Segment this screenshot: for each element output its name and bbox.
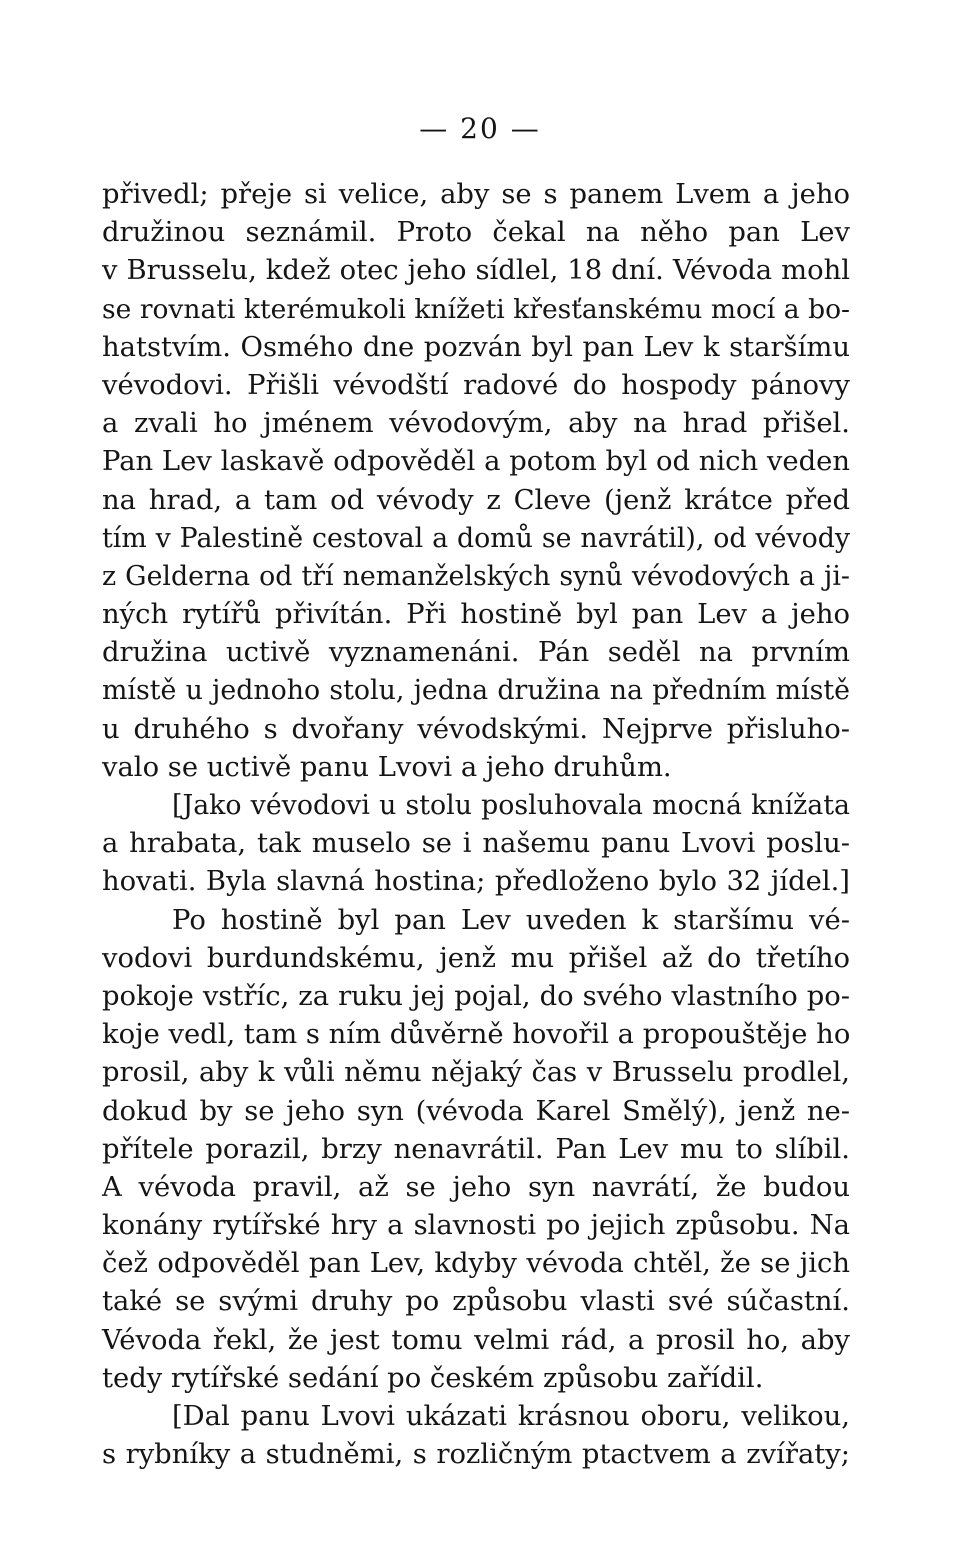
text-line: ných rytířů přivítán. Při hostině byl pan Lev a jeho [102,599,850,631]
text-line: A vévoda pravil, až se jeho syn navrátí, že budou [102,1171,850,1203]
text-line: konány rytířské hry a slavnosti po jejich způsobu. Na [102,1210,850,1242]
text-line: a hrabata, tak muselo se i našemu panu Lvovi poslu- [102,828,850,860]
text-line: [Jako vévodovi u stolu posluhovala mocná knížata [172,790,850,821]
text-line: s rybníky a studněmi, s rozličným ptactvem a zvířaty; [102,1439,850,1471]
text-line: na hrad, a tam od vévody z Cleve (jenž krátce před [102,484,850,516]
text-line: tedy rytířské sedání po českém způsobu zařídil. [102,1362,764,1394]
text-line: hovati. Byla slavná hostina; předloženo bylo 32 jídel.] [102,866,850,898]
text-line: prosil, aby k vůli němu nějaký čas v Brusselu prodlel, [102,1057,850,1089]
text-line: družina uctivě vyznamenáni. Pán seděl na prvním [102,637,850,669]
body-text [102,176,850,1474]
text-line: Vévoda řekl, že jest tomu velmi rád, a prosil ho, aby [102,1324,850,1356]
text-line: tím v Palestině cestoval a domů se navrátil), od vévody [102,522,850,554]
text-line: přítele porazil, brzy nenavrátil. Pan Lev mu to slíbil. [102,1133,850,1165]
text-line: Pan Lev laskavě odpověděl a potom byl od nich veden [102,446,850,478]
text-line: u druhého s dvořany vévodskými. Nejprve přisluho- [102,713,850,745]
text-line: čež odpověděl pan Lev, kdyby vévoda chtěl, že se jich [102,1248,850,1280]
text-line: přivedl; přeje si velice, aby se s panem Lvem a jeho [102,179,850,210]
text-line: a zvali ho jménem vévodovým, aby na hrad přišel. [102,408,850,440]
text-line: vodovi burdundskému, jenž mu přišel až do třetího [102,942,850,974]
text-line: koje vedl, tam s ním důvěrně hovořil a propouštěje ho [102,1019,851,1051]
text-line: v Brusselu, kdež otec jeho sídlel, 18 dní. Vévoda mohl [102,255,850,287]
text-line: také se svými druhy po způsobu vlasti své súčastní. [102,1286,850,1318]
text-line: z Gelderna od tří nemanželských synů vévodových a ji- [102,560,850,592]
text-line: se rovnati kterémukoli knížeti křesťanskému mocí a bo- [102,293,850,325]
text-line: valo se uctivě panu Lvovi a jeho druhům. [102,751,672,783]
text-line: Po hostině byl pan Lev uveden k staršímu vé- [172,904,850,936]
text-line: družinou seznámil. Proto čekal na něho pan Lev [102,217,850,249]
text-line: vévodovi. Přišli vévodští radové do hospody pánovy [102,369,850,401]
page-number: — 20 — [419,112,541,145]
text-line: místě u jednoho stolu, jedna družina na předním místě [102,675,850,707]
text-line: [Dal panu Lvovi ukázati krásnou oboru, velikou, [172,1401,850,1432]
text-line: pokoje vstříc, za ruku jej pojal, do svého vlastního po- [102,980,850,1012]
text-line: hatstvím. Osmého dne pozván byl pan Lev k staršímu [102,331,850,363]
text-line: dokud by se jeho syn (vévoda Karel Smělý), jenž ne- [102,1095,850,1127]
